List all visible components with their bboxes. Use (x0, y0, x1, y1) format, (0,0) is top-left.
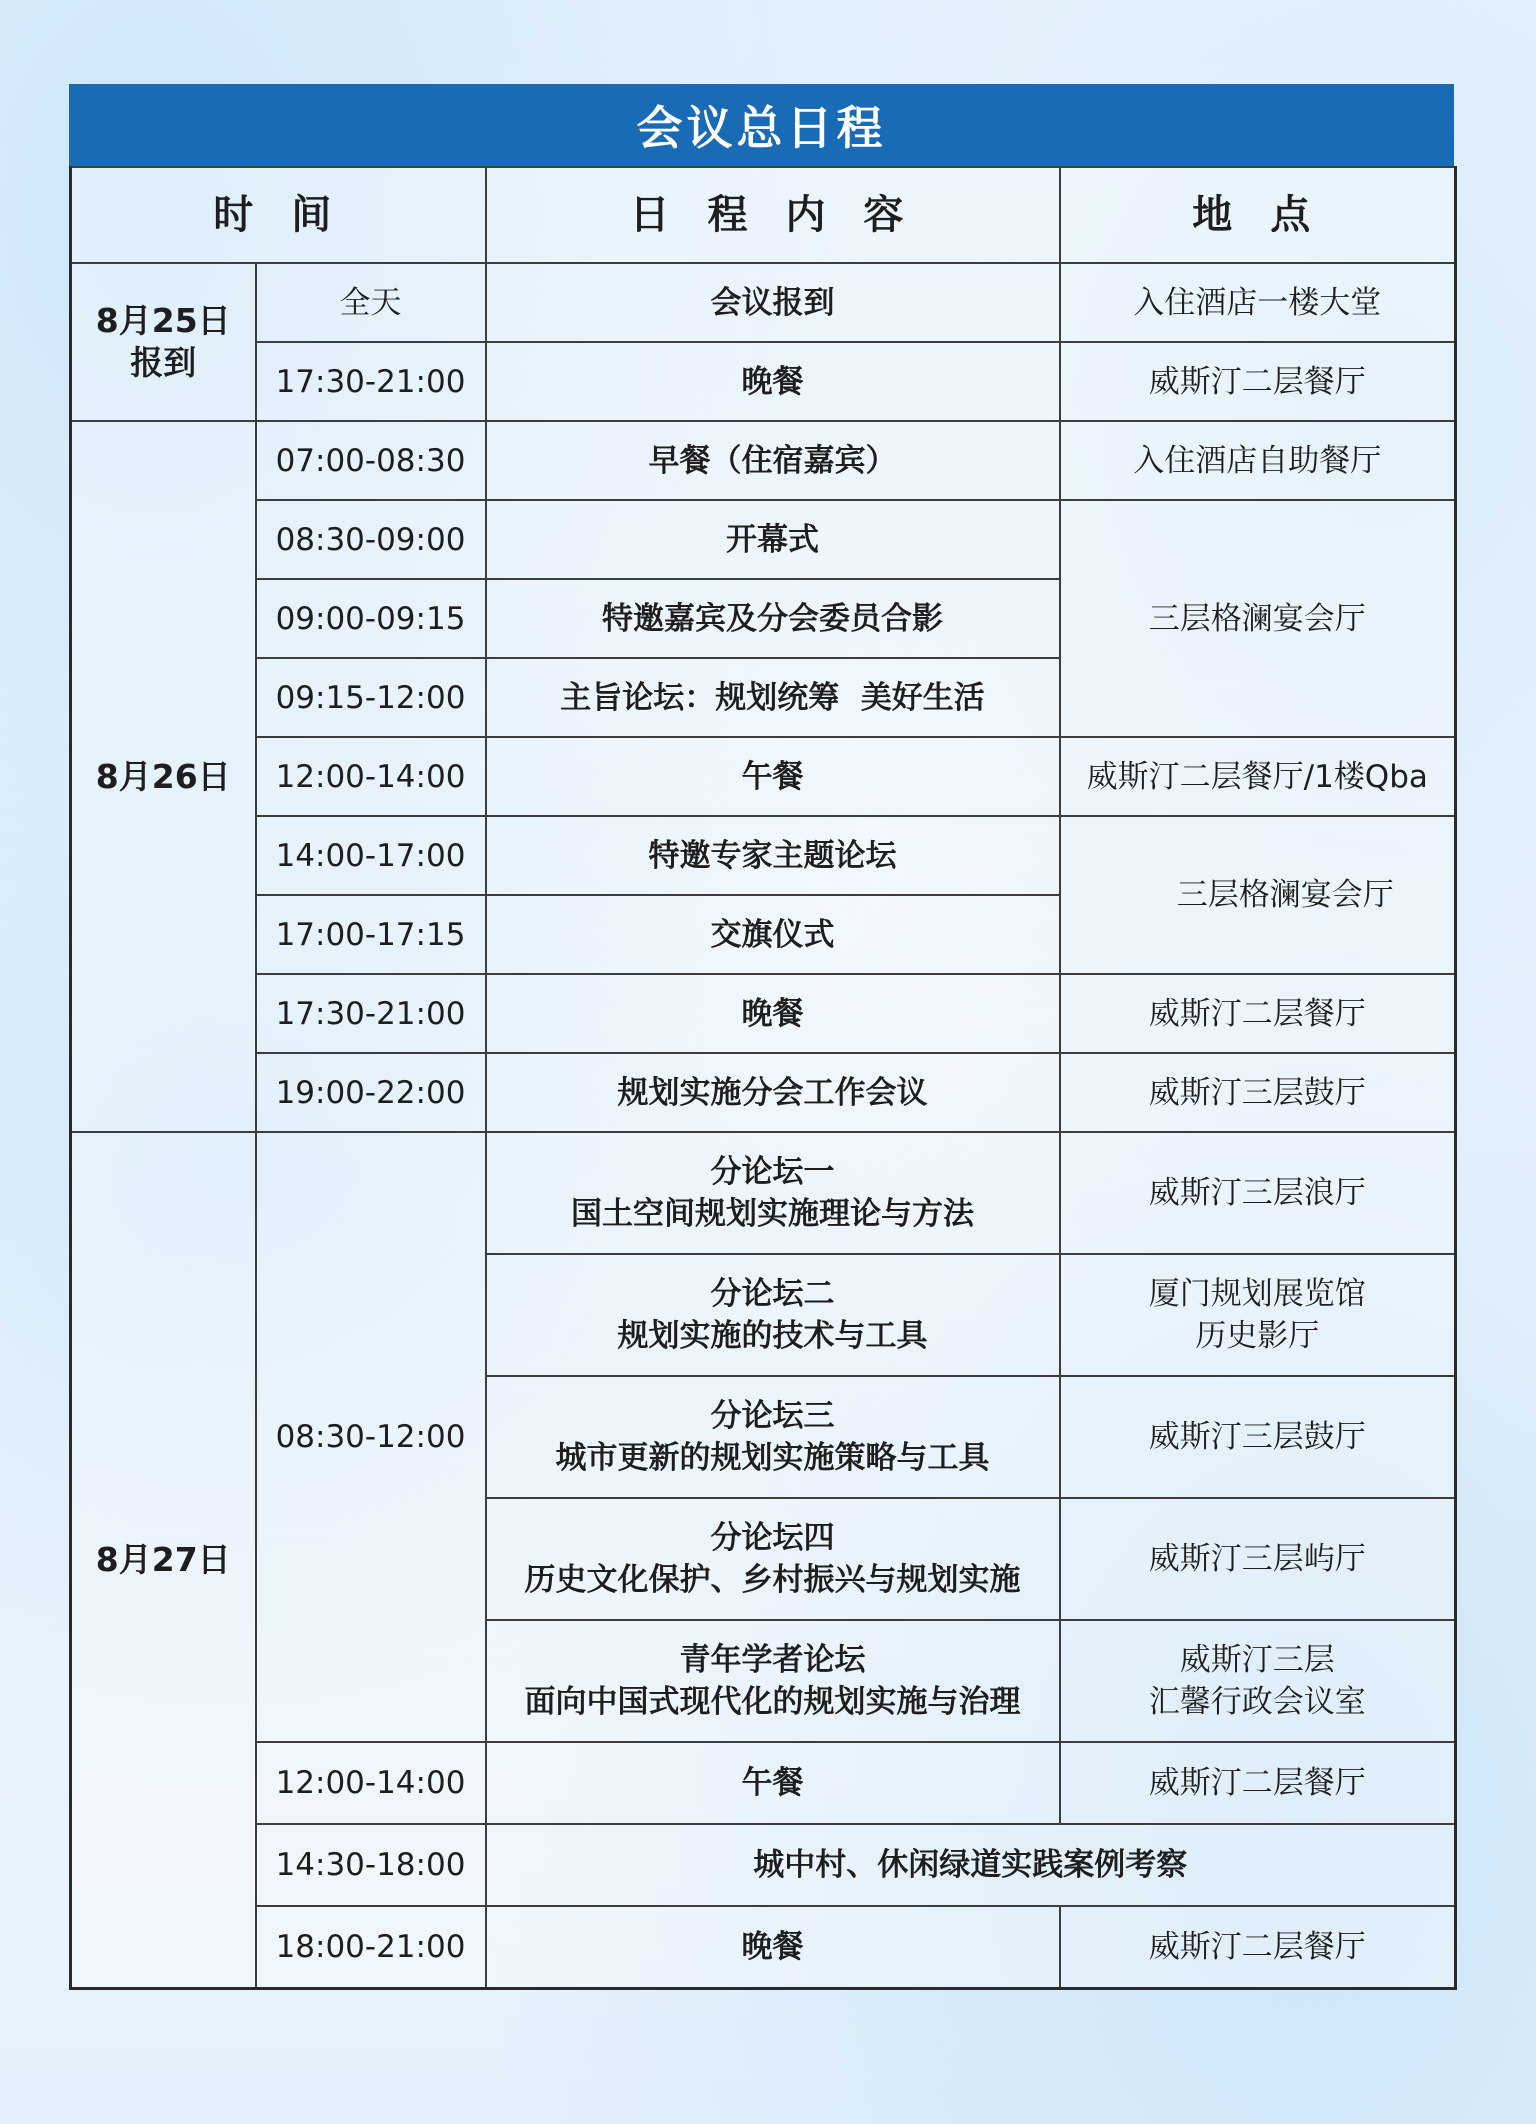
location-cell: 入住酒店一楼大堂 (1060, 263, 1456, 342)
location-cell: 入住酒店自助餐厅 (1060, 421, 1456, 500)
time-cell: 全天 (256, 263, 486, 342)
event-cell: 晚餐 (486, 1906, 1060, 1988)
column-header-content: 日 程 内 容 (486, 167, 1060, 263)
time-cell: 17:30-21:00 (256, 342, 486, 421)
forum-title: 分论坛三 (710, 1398, 835, 1434)
time-cell: 09:15-12:00 (256, 658, 486, 737)
time-cell: 14:00-17:00 (256, 816, 486, 895)
forum-subtitle: 城市更新的规划实施策略与工具 (555, 1440, 990, 1476)
event-cell: 特邀嘉宾及分会委员合影 (486, 579, 1060, 658)
table-row (71, 342, 1456, 421)
time-cell: 18:00-21:00 (256, 1906, 486, 1988)
location-cell (1060, 1254, 1456, 1376)
table-row (71, 737, 1456, 816)
time-cell: 14:30-18:00 (256, 1824, 486, 1906)
location-cell: 威斯汀三层鼓厅 (1060, 1053, 1456, 1132)
location-cell (1060, 1620, 1456, 1742)
event-cell: 交旗仪式 (486, 895, 1060, 974)
location-line: 汇馨行政会议室 (1148, 1684, 1366, 1720)
event-cell: 开幕式 (486, 500, 1060, 579)
location-cell (1060, 1498, 1456, 1620)
location-line: 威斯汀三层屿厅 (1148, 1541, 1366, 1577)
location-cell: 三层格澜宴会厅 (1060, 500, 1456, 737)
table-row (71, 263, 1456, 342)
location-line: 厦门规划展览馆 (1148, 1276, 1366, 1312)
forum-subtitle: 历史文化保护、乡村振兴与规划实施 (524, 1562, 1021, 1598)
event-cell: 午餐 (486, 737, 1060, 816)
location-cell (1060, 1376, 1456, 1498)
location-cell (1060, 1132, 1456, 1254)
table-row (71, 1824, 1456, 1906)
date-cell-day1 (71, 263, 256, 421)
location-line: 威斯汀三层鼓厅 (1148, 1419, 1366, 1455)
forum-cell (486, 1132, 1060, 1254)
forum-cell (486, 1254, 1060, 1376)
location-cell: 三层格澜宴会厅 (1060, 816, 1456, 974)
location-line: 历史影厅 (1195, 1318, 1320, 1354)
schedule (69, 84, 1454, 1990)
location-cell: 威斯汀二层餐厅 (1060, 1906, 1456, 1988)
schedule-title: 会议总日程 (69, 84, 1454, 166)
time-cell: 08:30-12:00 (256, 1132, 486, 1742)
forum-cell (486, 1620, 1060, 1742)
date-label: 8月25日 (95, 301, 231, 340)
event-cell: 主旨论坛：规划统筹 美好生活 (486, 658, 1060, 737)
time-cell: 09:00-09:15 (256, 579, 486, 658)
forum-subtitle: 规划实施的技术与工具 (617, 1318, 928, 1354)
table-header-row (71, 167, 1456, 263)
event-cell: 晚餐 (486, 974, 1060, 1053)
table-row (71, 1132, 1456, 1254)
time-cell: 17:30-21:00 (256, 974, 486, 1053)
event-cell: 城中村、休闲绿道实践案例考察 (486, 1824, 1456, 1906)
location-line: 威斯汀三层浪厅 (1148, 1175, 1366, 1211)
schedule-table (69, 166, 1457, 1990)
forum-subtitle: 国土空间规划实施理论与方法 (571, 1196, 974, 1232)
forum-cell (486, 1376, 1060, 1498)
time-cell: 19:00-22:00 (256, 1053, 486, 1132)
location-cell: 威斯汀二层餐厅 (1060, 342, 1456, 421)
forum-title: 青年学者论坛 (679, 1642, 866, 1678)
time-cell: 08:30-09:00 (256, 500, 486, 579)
time-cell: 12:00-14:00 (256, 1742, 486, 1824)
forum-title: 分论坛一 (710, 1154, 835, 1190)
forum-cell (486, 1498, 1060, 1620)
event-cell: 晚餐 (486, 342, 1060, 421)
forum-title: 分论坛四 (710, 1520, 835, 1556)
table-row (71, 500, 1456, 579)
event-cell: 午餐 (486, 1742, 1060, 1824)
event-cell: 规划实施分会工作会议 (486, 1053, 1060, 1132)
forum-subtitle: 面向中国式现代化的规划实施与治理 (524, 1684, 1021, 1720)
table-row (71, 1906, 1456, 1988)
location-cell: 威斯汀二层餐厅 (1060, 974, 1456, 1053)
date-cell-day3: 8月27日 (71, 1132, 256, 1988)
location-line: 威斯汀三层 (1179, 1642, 1335, 1678)
time-cell: 07:00-08:30 (256, 421, 486, 500)
location-cell: 威斯汀二层餐厅 (1060, 1742, 1456, 1824)
date-cell-day2: 8月26日 (71, 421, 256, 1132)
table-row (71, 974, 1456, 1053)
event-cell: 特邀专家主题论坛 (486, 816, 1060, 895)
time-cell: 17:00-17:15 (256, 895, 486, 974)
table-row (71, 421, 1456, 500)
column-header-time: 时 间 (71, 167, 486, 263)
table-row (71, 1053, 1456, 1132)
date-sub-label: 报到 (130, 343, 197, 382)
location-cell: 威斯汀二层餐厅/1楼Qba (1060, 737, 1456, 816)
time-cell: 12:00-14:00 (256, 737, 486, 816)
event-cell: 早餐（住宿嘉宾） (486, 421, 1060, 500)
event-cell: 会议报到 (486, 263, 1060, 342)
forum-title: 分论坛二 (710, 1276, 835, 1312)
table-row (71, 1742, 1456, 1824)
column-header-location: 地 点 (1060, 167, 1456, 263)
table-row (71, 816, 1456, 895)
